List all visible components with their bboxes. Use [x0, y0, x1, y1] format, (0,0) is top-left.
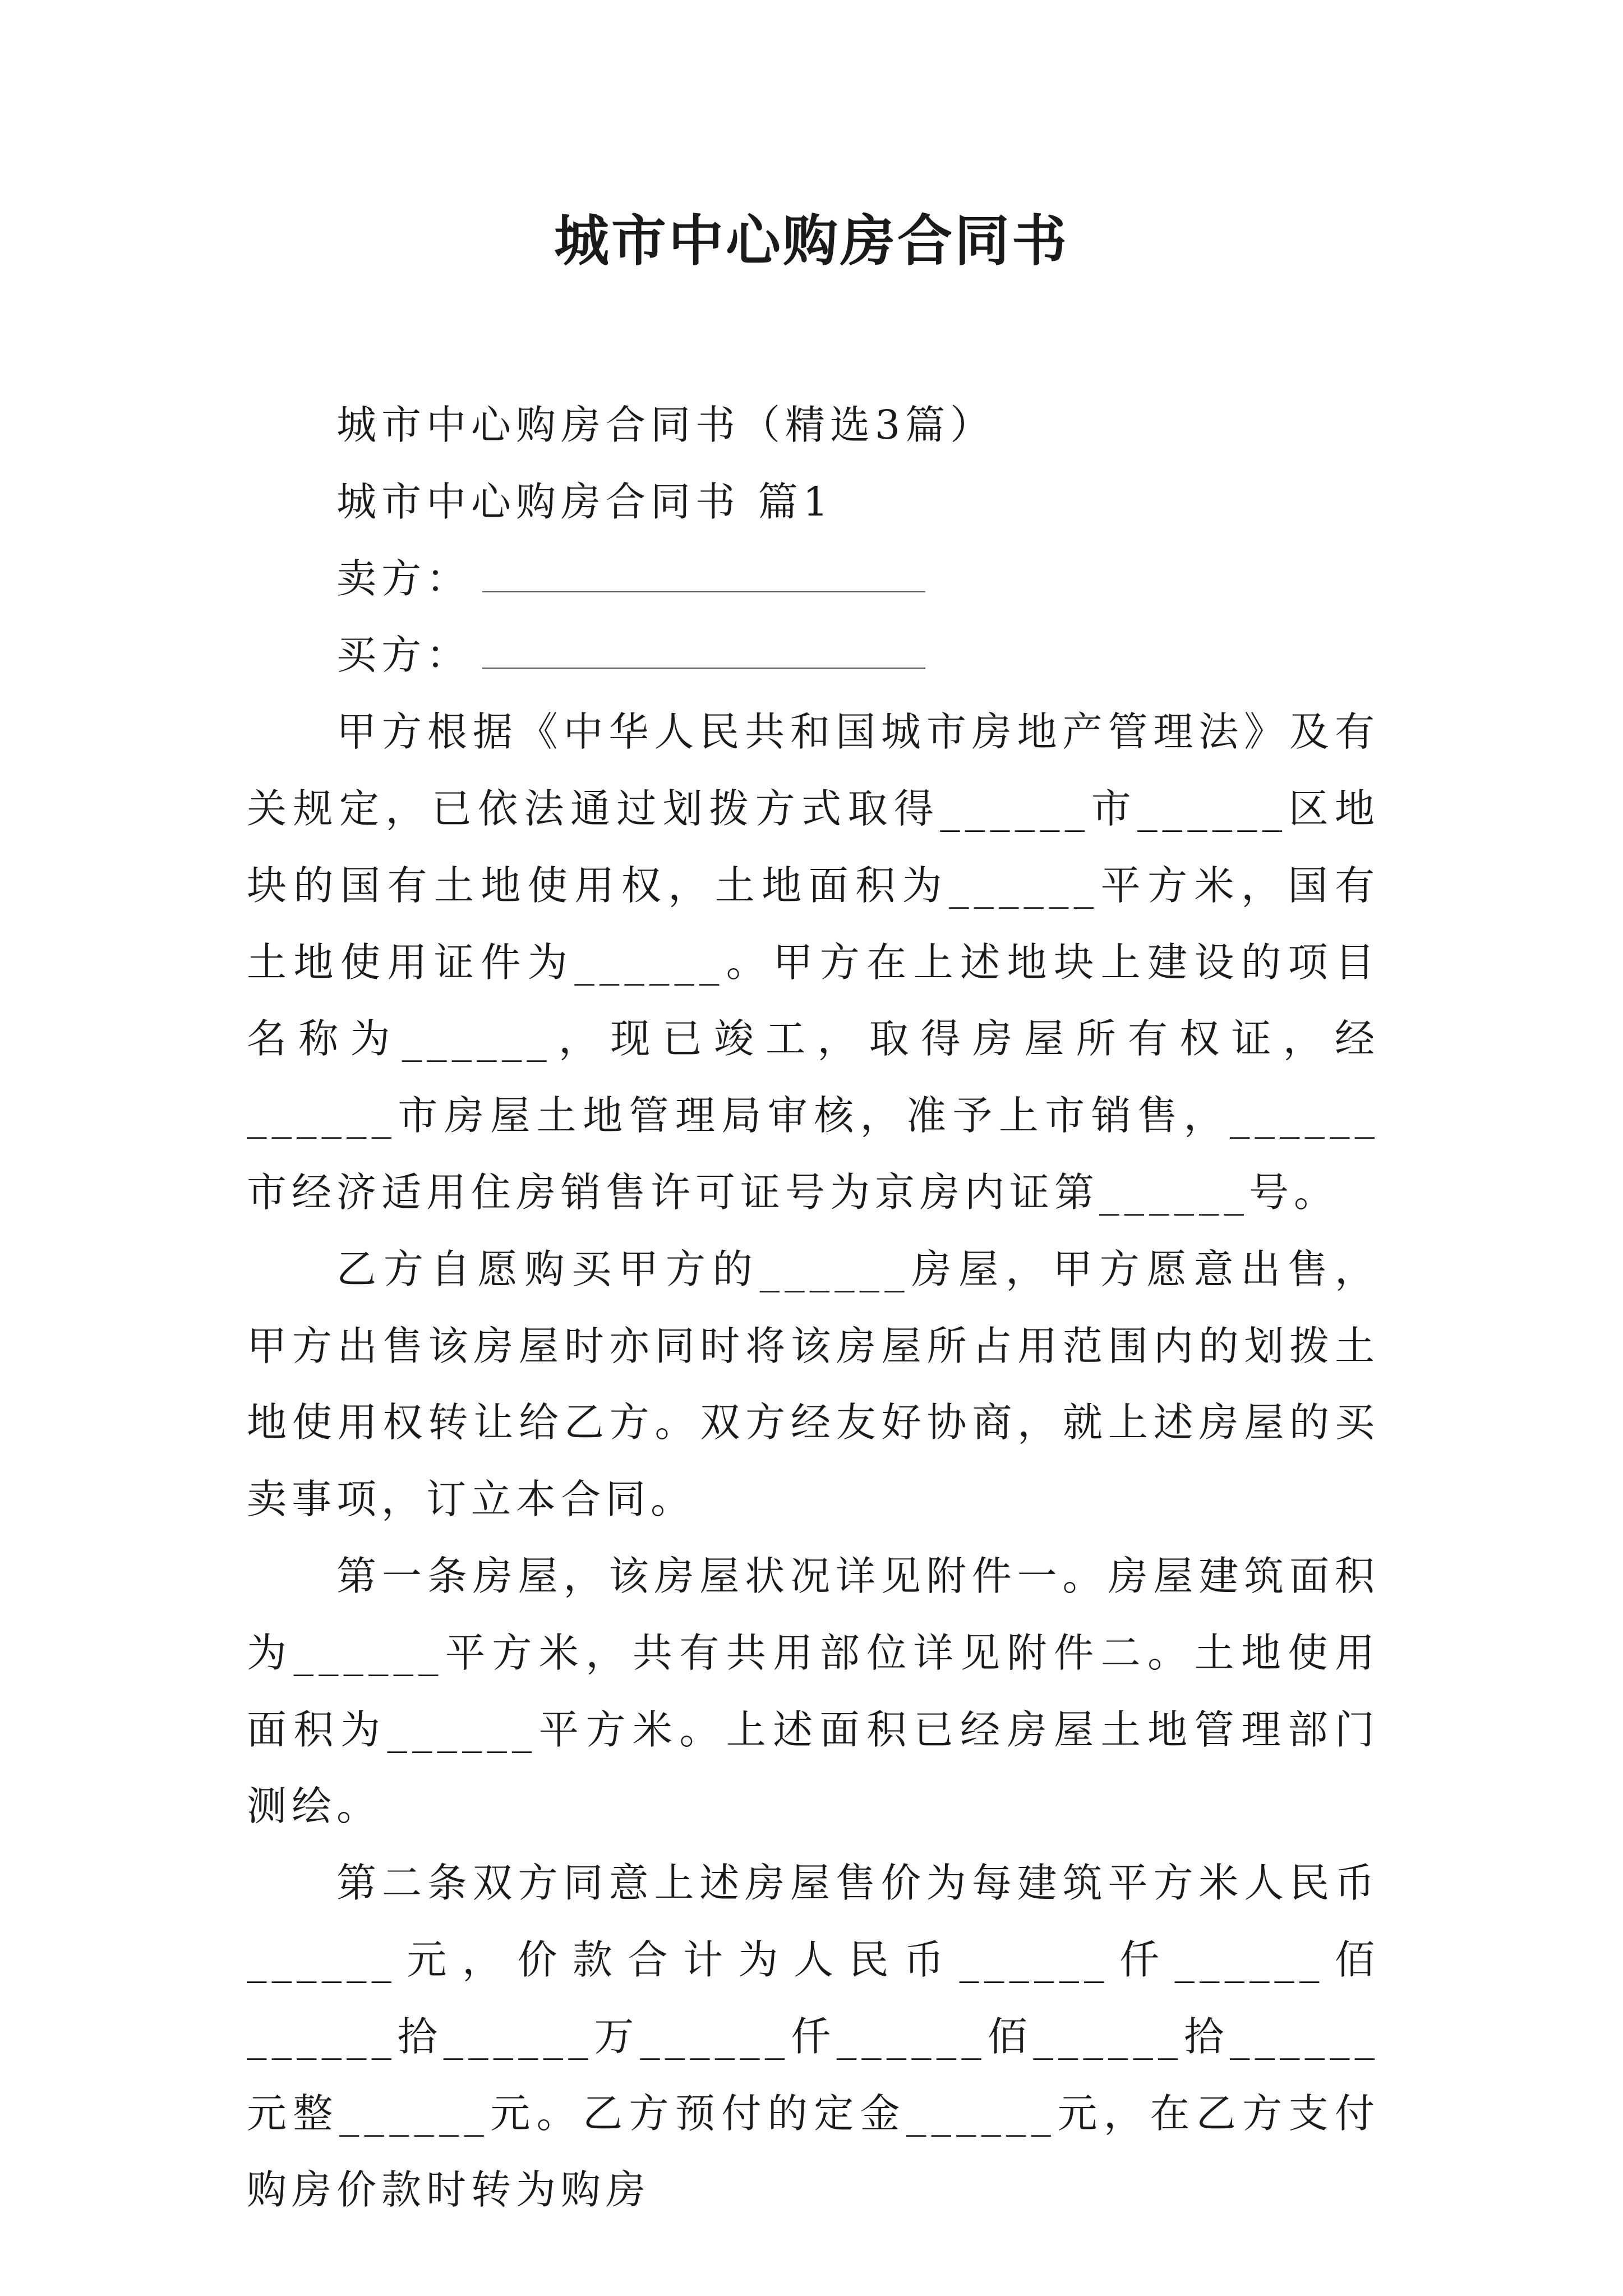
buyer-line [247, 617, 1380, 694]
paragraph-purchase-intent: 乙方自愿购买甲方的______房屋，甲方愿意出售，甲方出售该房屋时亦同时将该房屋所占用范围内的划拨土地使用权转让给乙方。双方经友好协商，就上述房屋的买卖事项，订立本合同。 [247, 1245, 1380, 1523]
paragraph-land-rights: 甲方根据《中华人民共和国城市房地产管理法》及有关规定，已依法通过划拨方式取得______市______区地块的国有土地使用权，土地面积为______平方米，国有土地使用证件为______。甲方在上述地块上建设的项目名称为______，现已竣工，取得房屋所有权证，经______市房屋土地管理局审核，准予上市销售，______市经济适用住房销售许可证号为京房内证第______号。 [247, 708, 1380, 1216]
buyer-blank [482, 667, 925, 669]
seller-label: 卖方： [336, 555, 472, 602]
paragraph-article-2: 第二条双方同意上述房屋售价为每建筑平方米人民币______元，价款合计为人民币______仟______佰______拾______万______仟______佰______拾______元整______元。乙方预付的定金______元，在乙方支付购房价款时转为购房 [247, 1860, 1380, 2214]
paragraph-article-1: 第一条房屋，该房屋状况详见附件一。房屋建筑面积为______平方米，共有共用部位详见附件二。土地使用面积为______平方米。上述面积已经房屋土地管理部门测绘。 [247, 1552, 1380, 1830]
document-title: 城市中心购房合同书 [554, 209, 1069, 273]
section-heading: 城市中心购房合同书 篇1 [336, 478, 833, 525]
seller-blank [482, 591, 925, 592]
document-body [247, 387, 1380, 2229]
subtitle: 城市中心购房合同书（精选3篇） [336, 402, 995, 448]
seller-line [247, 541, 1380, 618]
buyer-label: 买方： [336, 632, 472, 679]
